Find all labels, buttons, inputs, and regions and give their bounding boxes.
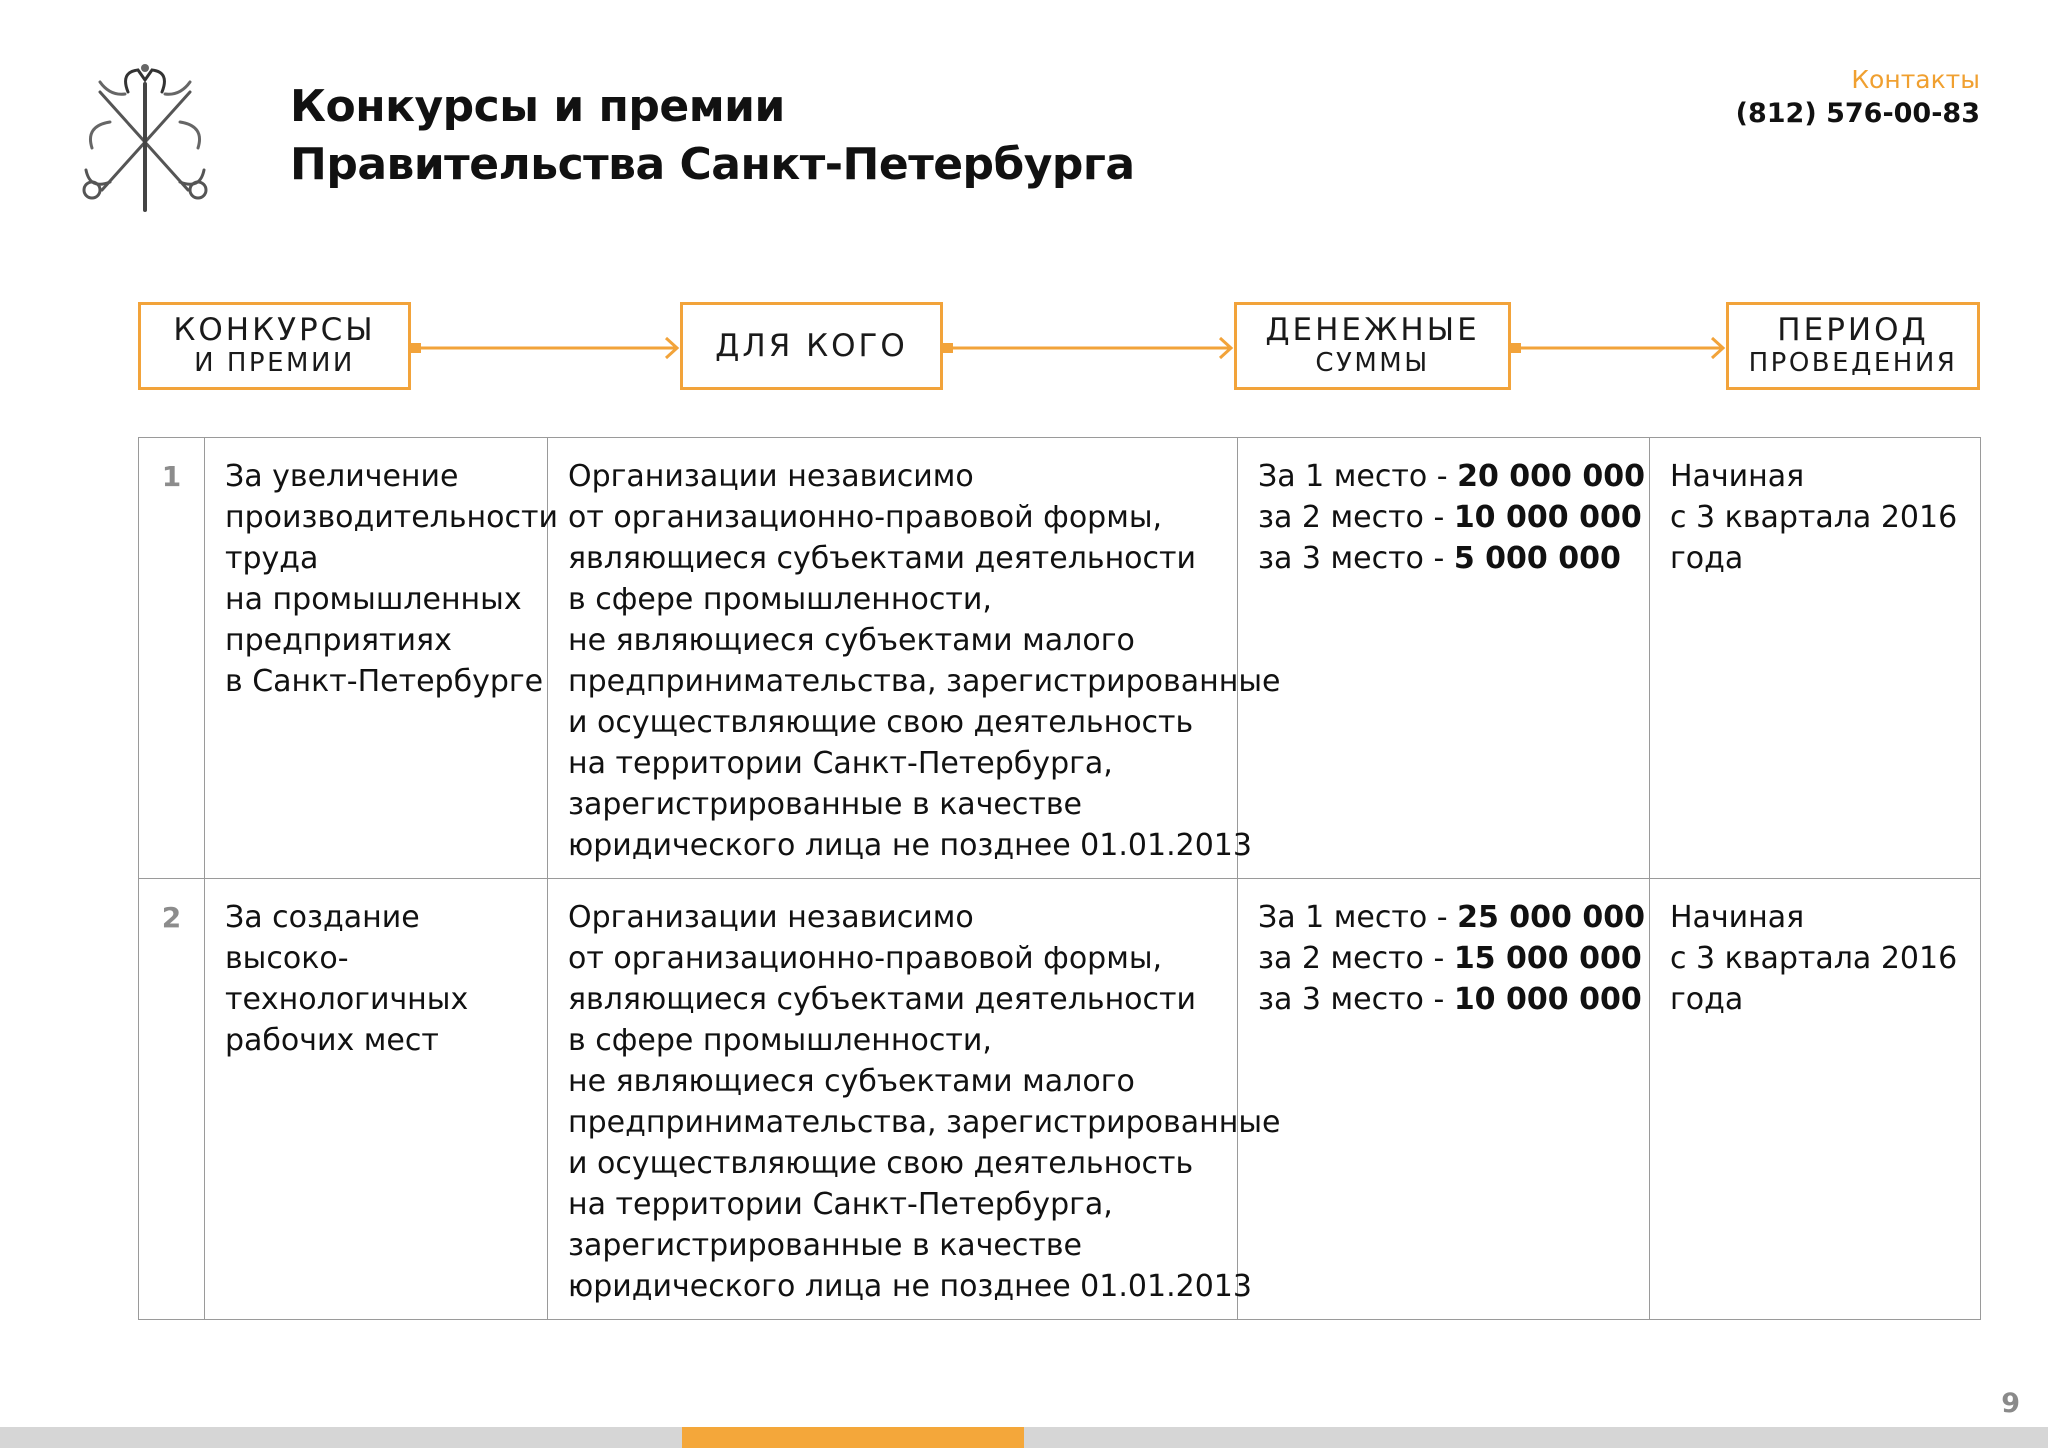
text-line: с 3 квартала 2016: [1670, 500, 1958, 535]
text-line: предпринимательства, зарегистрированные: [568, 664, 1281, 699]
text-line: на промышленных: [225, 582, 522, 617]
footer-accent-bar: [682, 1427, 1024, 1448]
row-number: 2: [139, 879, 205, 1320]
text-line: рабочих мест: [225, 1023, 439, 1058]
table-row: [139, 438, 1981, 879]
row-number: 1: [139, 438, 205, 879]
text-line: от организационно-правовой формы,: [568, 500, 1163, 535]
prize-place: За 1 место -: [1258, 900, 1458, 935]
text-line: высоко-: [225, 941, 349, 976]
text-line: являющиеся субъектами деятельности: [568, 541, 1197, 576]
text-line: Начиная: [1670, 900, 1805, 935]
text-line: на территории Санкт-Петербурга,: [568, 746, 1113, 781]
text-line: Организации независимо: [568, 459, 974, 494]
contacts-label: Контакты: [1851, 65, 1980, 94]
title-line: Правительства Санкт-Петербурга: [290, 139, 1135, 190]
text-line: производительности: [225, 500, 558, 535]
footer-bar: [0, 1427, 2048, 1448]
text-line: на территории Санкт-Петербурга,: [568, 1187, 1113, 1222]
text-line: года: [1670, 541, 1744, 576]
prize-amount: 15 000 000: [1453, 941, 1642, 976]
prize-place: за 2 место -: [1258, 941, 1454, 976]
prize-line: [1258, 897, 1645, 938]
text-line: технологичных: [225, 982, 469, 1017]
text-line: За увеличение: [225, 459, 459, 494]
text-line: предпринимательства, зарегистрированные: [568, 1105, 1281, 1140]
flow-step-amounts: [1234, 302, 1511, 390]
text-line: являющиеся субъектами деятельности: [568, 982, 1197, 1017]
competitions-table: [138, 437, 1981, 1320]
prize-amount: 20 000 000: [1457, 459, 1645, 494]
prize-place: за 3 место -: [1258, 541, 1454, 576]
step-line1: ДЛЯ КОГО: [715, 328, 908, 364]
prize-amounts-cell: [1238, 438, 1650, 879]
text-line: не являющиеся субъектами малого: [568, 623, 1135, 658]
prize-line: [1258, 938, 1642, 979]
prize-amounts-cell: [1238, 879, 1650, 1320]
prize-place: за 3 место -: [1258, 982, 1454, 1017]
text-line: Начиная: [1670, 459, 1805, 494]
text-line: юридического лица не позднее 01.01.2013: [568, 828, 1252, 863]
step-line1: ПЕРИОД: [1777, 312, 1929, 348]
text-line: в сфере промышленности,: [568, 582, 992, 617]
prize-line: [1258, 456, 1645, 497]
prize-line: [1258, 538, 1629, 579]
text-line: юридического лица не позднее 01.01.2013: [568, 1269, 1252, 1304]
text-line: в Санкт-Петербурге: [225, 664, 544, 699]
text-line: и осуществляющие свою деятельность: [568, 705, 1194, 740]
competition-name-cell: [205, 879, 548, 1320]
title-line: Конкурсы и премии: [290, 81, 785, 132]
flow-step-period: [1726, 302, 1980, 390]
text-line: с 3 квартала 2016: [1670, 941, 1958, 976]
flow-step-competitions: [138, 302, 411, 390]
eligibility-cell: [548, 438, 1281, 879]
text-line: предприятиях: [225, 623, 452, 658]
prize-place: За 1 место -: [1258, 459, 1458, 494]
contacts-phone: (812) 576-00-83: [1735, 98, 1980, 129]
text-line: не являющиеся субъектами малого: [568, 1064, 1135, 1099]
prize-amount: 10 000 000: [1453, 500, 1642, 535]
step-line1: КОНКУРСЫ: [173, 312, 376, 348]
prize-amount: 25 000 000: [1457, 900, 1645, 935]
page-number: 9: [2001, 1388, 2020, 1419]
text-line: труда: [225, 541, 319, 576]
competition-name-cell: [205, 438, 558, 879]
text-line: Организации независимо: [568, 900, 974, 935]
prize-amount: 5 000 000: [1453, 541, 1621, 576]
eligibility-cell: [548, 879, 1281, 1320]
table-row: [139, 879, 1981, 1320]
text-line: За создание: [225, 900, 420, 935]
text-line: зарегистрированные в качестве: [568, 787, 1082, 822]
prize-line: [1258, 497, 1642, 538]
prize-amount: 10 000 000: [1453, 982, 1642, 1017]
step-line1: ДЕНЕЖНЫЕ: [1265, 312, 1480, 348]
text-line: от организационно-правовой формы,: [568, 941, 1163, 976]
step-line2: ПРОВЕДЕНИЯ: [1748, 348, 1958, 378]
text-line: зарегистрированные в качестве: [568, 1228, 1082, 1263]
prize-place: за 2 место -: [1258, 500, 1454, 535]
step-line2: СУММЫ: [1315, 348, 1430, 378]
period-cell: [1650, 438, 1981, 879]
step-line2: И ПРЕМИИ: [194, 348, 355, 378]
text-line: в сфере промышленности,: [568, 1023, 992, 1058]
text-line: года: [1670, 982, 1744, 1017]
text-line: и осуществляющие свою деятельность: [568, 1146, 1194, 1181]
period-cell: [1650, 879, 1981, 1320]
flow-step-for-whom: [680, 302, 943, 390]
prize-line: [1258, 979, 1642, 1020]
